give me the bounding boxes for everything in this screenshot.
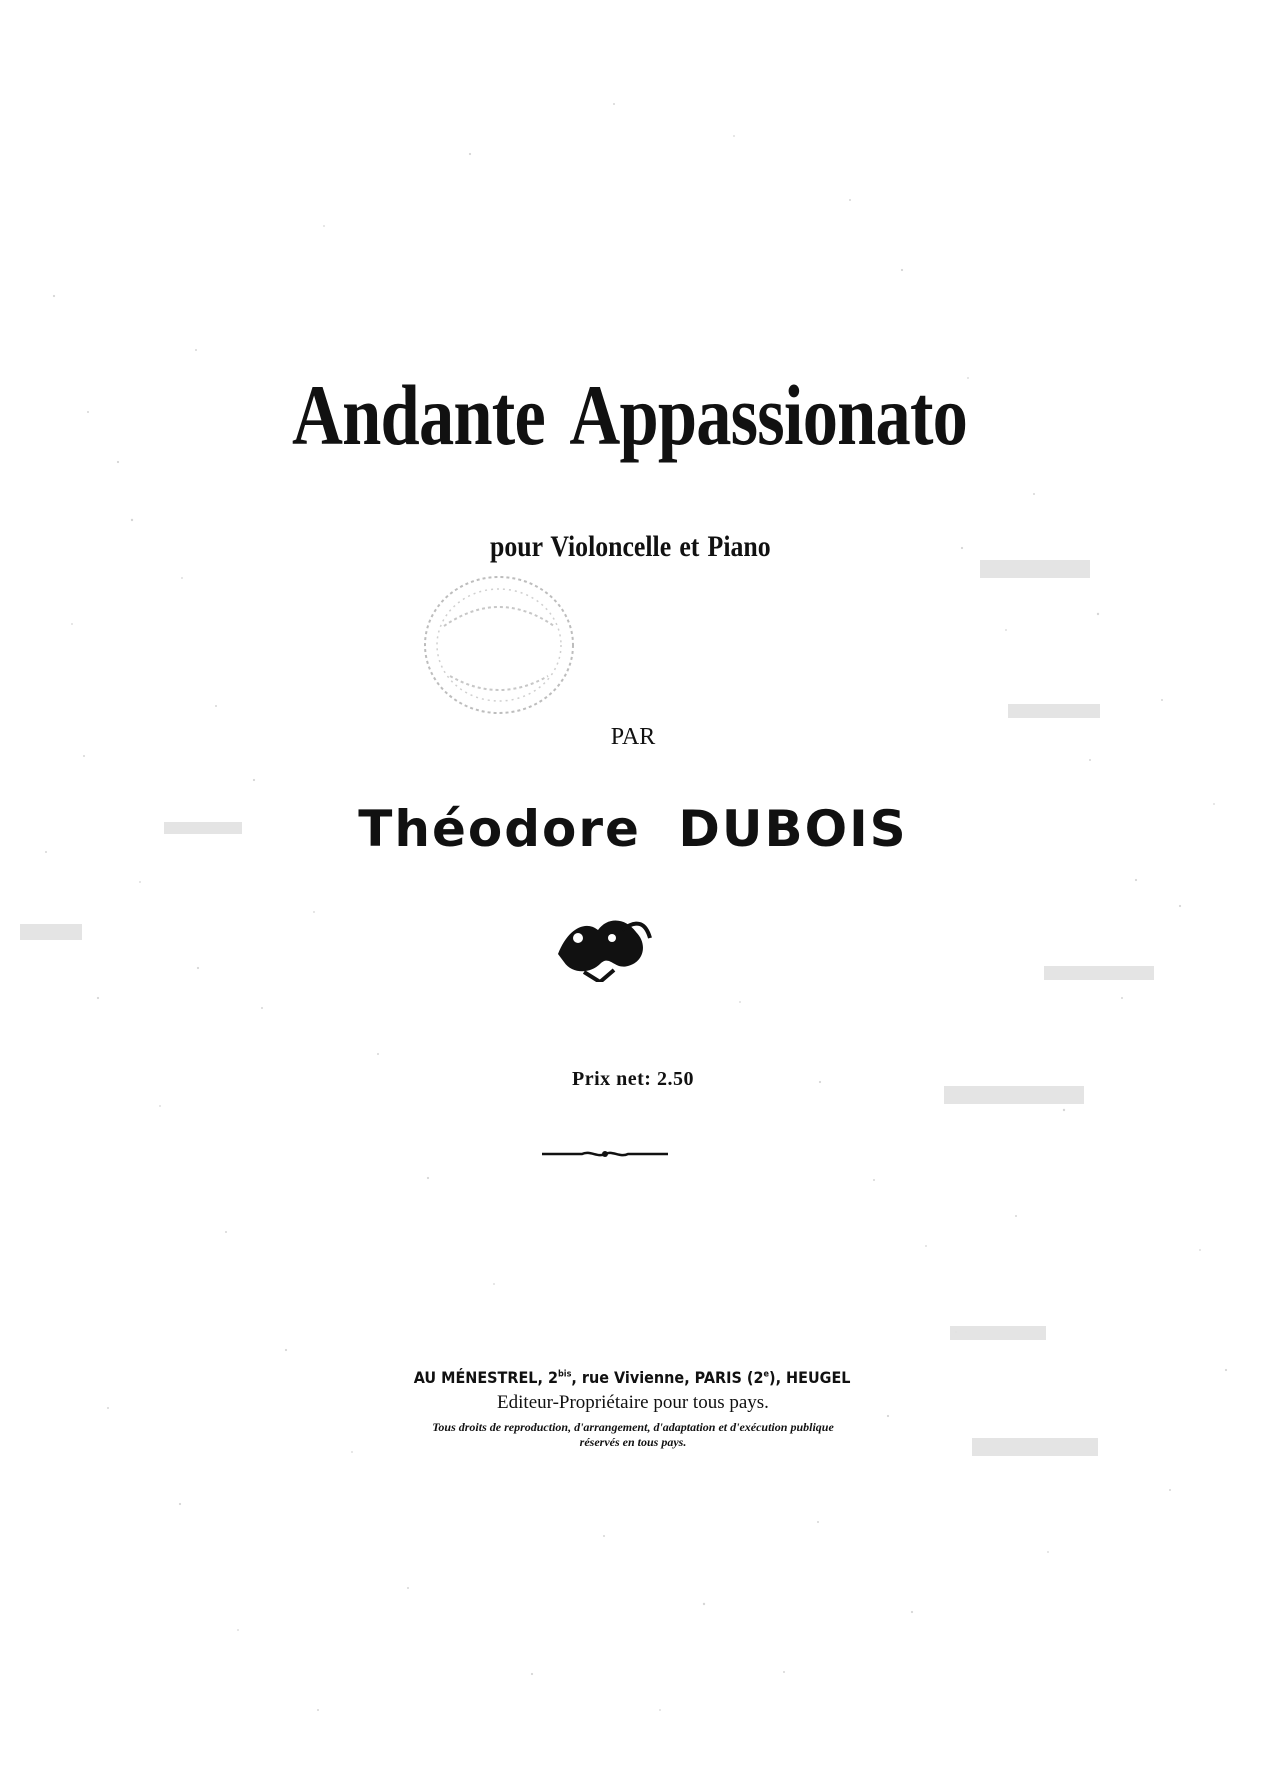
publisher-line	[62, 1368, 1201, 1387]
score-subtitle: pour Violoncelle et Piano	[490, 530, 771, 563]
rights-notice	[0, 1420, 1266, 1450]
publisher-prefix: AU MÉNESTREL, 2	[413, 1368, 558, 1387]
rights-line-2: réservés en tous pays.	[579, 1435, 687, 1449]
composer-name: Théodore DUBOIS	[358, 800, 908, 858]
publisher-end: ), HEUGEL	[768, 1368, 851, 1387]
publisher-sup: bis	[557, 1369, 572, 1380]
editor-line: Editeur-Propriétaire pour tous pays.	[497, 1392, 769, 1413]
by-line: PAR	[610, 724, 656, 750]
vine-ornament-icon	[550, 910, 654, 982]
score-title: Andante Appassionato	[292, 367, 968, 463]
price: Prix net: 2.50	[572, 1068, 694, 1090]
publisher-sup-2: e	[763, 1369, 769, 1380]
library-stamp-icon	[418, 568, 580, 722]
decorative-rule-icon	[542, 1149, 668, 1159]
publisher-suffix: , rue Vivienne, PARIS (2	[571, 1368, 764, 1387]
rights-line-1: Tous droits de reproduction, d'arrangement, d'adaptation et d'exécution publique	[432, 1420, 834, 1434]
